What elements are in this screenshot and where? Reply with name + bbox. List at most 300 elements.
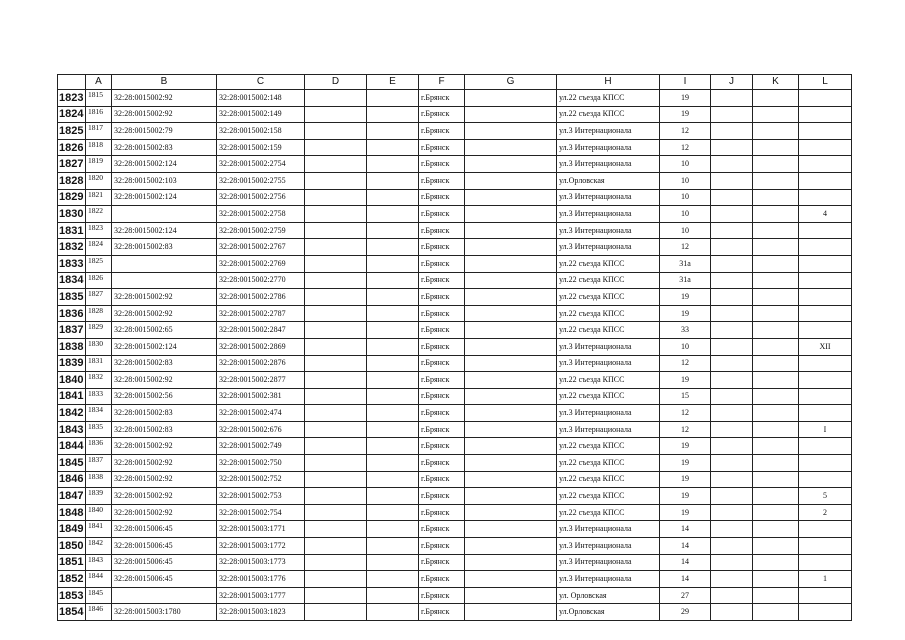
cell-d[interactable] xyxy=(305,322,367,339)
cell-i[interactable]: 19 xyxy=(660,504,711,521)
cell-h[interactable]: ул.3 Интернационала xyxy=(557,206,660,223)
cell-d[interactable] xyxy=(305,587,367,604)
cell-k[interactable] xyxy=(753,305,799,322)
cell-g[interactable] xyxy=(465,372,557,389)
cell-c[interactable]: 32:28:0015002:2756 xyxy=(217,189,305,206)
cell-h[interactable]: ул.3 Интернационала xyxy=(557,123,660,140)
cell-h[interactable]: ул.22 съезда КПСС xyxy=(557,255,660,272)
cell-k[interactable] xyxy=(753,106,799,123)
cell-l[interactable] xyxy=(799,405,852,422)
cell-c[interactable]: 32:28:0015003:1772 xyxy=(217,538,305,555)
cell-d[interactable] xyxy=(305,571,367,588)
cell-d[interactable] xyxy=(305,123,367,140)
cell-h[interactable]: ул.3 Интернационала xyxy=(557,139,660,156)
cell-e[interactable] xyxy=(367,189,419,206)
cell-i[interactable]: 10 xyxy=(660,156,711,173)
cell-e[interactable] xyxy=(367,471,419,488)
row-number-cell[interactable]: 1840 xyxy=(58,372,86,389)
cell-l[interactable] xyxy=(799,455,852,472)
cell-f[interactable]: г.Брянск xyxy=(419,388,465,405)
cell-l[interactable] xyxy=(799,388,852,405)
cell-k[interactable] xyxy=(753,239,799,256)
cell-e[interactable] xyxy=(367,106,419,123)
cell-a[interactable]: 1820 xyxy=(86,172,112,189)
cell-j[interactable] xyxy=(711,139,753,156)
cell-k[interactable] xyxy=(753,421,799,438)
cell-l[interactable] xyxy=(799,289,852,306)
cell-a[interactable]: 1824 xyxy=(86,239,112,256)
cell-k[interactable] xyxy=(753,156,799,173)
cell-k[interactable] xyxy=(753,538,799,555)
cell-c[interactable]: 32:28:0015002:2767 xyxy=(217,239,305,256)
cell-g[interactable] xyxy=(465,571,557,588)
cell-j[interactable] xyxy=(711,222,753,239)
cell-e[interactable] xyxy=(367,322,419,339)
cell-a[interactable]: 1833 xyxy=(86,388,112,405)
cell-k[interactable] xyxy=(753,289,799,306)
cell-l[interactable] xyxy=(799,438,852,455)
cell-d[interactable] xyxy=(305,222,367,239)
row-number-cell[interactable]: 1829 xyxy=(58,189,86,206)
cell-f[interactable]: г.Брянск xyxy=(419,106,465,123)
cell-f[interactable]: г.Брянск xyxy=(419,255,465,272)
row-number-cell[interactable]: 1827 xyxy=(58,156,86,173)
cell-g[interactable] xyxy=(465,355,557,372)
cell-d[interactable] xyxy=(305,471,367,488)
cell-a[interactable]: 1817 xyxy=(86,123,112,140)
cell-d[interactable] xyxy=(305,421,367,438)
cell-l[interactable] xyxy=(799,123,852,140)
cell-a[interactable]: 1839 xyxy=(86,488,112,505)
cell-l[interactable]: 1 xyxy=(799,571,852,588)
cell-h[interactable]: ул.Орловская xyxy=(557,604,660,621)
column-header-b[interactable]: B xyxy=(112,75,217,90)
cell-c[interactable]: 32:28:0015002:2758 xyxy=(217,206,305,223)
cell-f[interactable]: г.Брянск xyxy=(419,206,465,223)
cell-l[interactable] xyxy=(799,156,852,173)
cell-a[interactable]: 1843 xyxy=(86,554,112,571)
cell-a[interactable]: 1830 xyxy=(86,338,112,355)
cell-l[interactable] xyxy=(799,239,852,256)
cell-f[interactable]: г.Брянск xyxy=(419,421,465,438)
cell-j[interactable] xyxy=(711,538,753,555)
cell-j[interactable] xyxy=(711,338,753,355)
cell-b[interactable]: 32:28:0015002:92 xyxy=(112,471,217,488)
cell-i[interactable]: 31а xyxy=(660,255,711,272)
cell-f[interactable]: г.Брянск xyxy=(419,156,465,173)
cell-f[interactable]: г.Брянск xyxy=(419,438,465,455)
cell-a[interactable]: 1844 xyxy=(86,571,112,588)
cell-e[interactable] xyxy=(367,206,419,223)
row-number-cell[interactable]: 1851 xyxy=(58,554,86,571)
cell-h[interactable]: ул.3 Интернационала xyxy=(557,156,660,173)
cell-f[interactable]: г.Брянск xyxy=(419,604,465,621)
cell-k[interactable] xyxy=(753,90,799,107)
cell-b[interactable]: 32:28:0015002:124 xyxy=(112,189,217,206)
cell-f[interactable]: г.Брянск xyxy=(419,504,465,521)
cell-b[interactable]: 32:28:0015006:45 xyxy=(112,538,217,555)
cell-i[interactable]: 19 xyxy=(660,438,711,455)
cell-l[interactable]: 5 xyxy=(799,488,852,505)
cell-e[interactable] xyxy=(367,455,419,472)
cell-l[interactable] xyxy=(799,172,852,189)
cell-g[interactable] xyxy=(465,587,557,604)
row-number-cell[interactable]: 1848 xyxy=(58,504,86,521)
cell-g[interactable] xyxy=(465,471,557,488)
cell-g[interactable] xyxy=(465,604,557,621)
cell-h[interactable]: ул.Орловская xyxy=(557,172,660,189)
cell-c[interactable]: 32:28:0015002:2869 xyxy=(217,338,305,355)
cell-h[interactable]: ул.22 съезда КПСС xyxy=(557,438,660,455)
cell-h[interactable]: ул.22 съезда КПСС xyxy=(557,372,660,389)
cell-c[interactable]: 32:28:0015002:2754 xyxy=(217,156,305,173)
cell-e[interactable] xyxy=(367,488,419,505)
cell-d[interactable] xyxy=(305,272,367,289)
cell-e[interactable] xyxy=(367,123,419,140)
cell-h[interactable]: ул. Орловская xyxy=(557,587,660,604)
cell-i[interactable]: 19 xyxy=(660,289,711,306)
cell-e[interactable] xyxy=(367,305,419,322)
cell-l[interactable] xyxy=(799,255,852,272)
row-number-cell[interactable]: 1828 xyxy=(58,172,86,189)
cell-e[interactable] xyxy=(367,139,419,156)
cell-c[interactable]: 32:28:0015002:381 xyxy=(217,388,305,405)
cell-c[interactable]: 32:28:0015003:1777 xyxy=(217,587,305,604)
cell-j[interactable] xyxy=(711,571,753,588)
cell-h[interactable]: ул.22 съезда КПСС xyxy=(557,272,660,289)
cell-d[interactable] xyxy=(305,604,367,621)
cell-l[interactable] xyxy=(799,554,852,571)
cell-f[interactable]: г.Брянск xyxy=(419,488,465,505)
row-number-cell[interactable]: 1847 xyxy=(58,488,86,505)
cell-a[interactable]: 1836 xyxy=(86,438,112,455)
cell-c[interactable]: 32:28:0015002:2759 xyxy=(217,222,305,239)
cell-j[interactable] xyxy=(711,206,753,223)
cell-e[interactable] xyxy=(367,255,419,272)
cell-i[interactable]: 14 xyxy=(660,571,711,588)
cell-i[interactable]: 12 xyxy=(660,421,711,438)
cell-l[interactable] xyxy=(799,189,852,206)
cell-h[interactable]: ул.22 съезда КПСС xyxy=(557,471,660,488)
cell-i[interactable]: 12 xyxy=(660,139,711,156)
cell-i[interactable]: 19 xyxy=(660,106,711,123)
cell-i[interactable]: 19 xyxy=(660,90,711,107)
cell-i[interactable]: 10 xyxy=(660,222,711,239)
cell-l[interactable] xyxy=(799,139,852,156)
cell-g[interactable] xyxy=(465,405,557,422)
cell-i[interactable]: 10 xyxy=(660,206,711,223)
cell-i[interactable]: 19 xyxy=(660,455,711,472)
cell-c[interactable]: 32:28:0015002:158 xyxy=(217,123,305,140)
cell-b[interactable]: 32:28:0015002:92 xyxy=(112,488,217,505)
cell-b[interactable]: 32:28:0015002:83 xyxy=(112,421,217,438)
cell-j[interactable] xyxy=(711,421,753,438)
cell-g[interactable] xyxy=(465,206,557,223)
cell-f[interactable]: г.Брянск xyxy=(419,521,465,538)
cell-c[interactable]: 32:28:0015003:1776 xyxy=(217,571,305,588)
cell-d[interactable] xyxy=(305,405,367,422)
cell-b[interactable]: 32:28:0015002:92 xyxy=(112,305,217,322)
cell-d[interactable] xyxy=(305,289,367,306)
cell-d[interactable] xyxy=(305,488,367,505)
cell-f[interactable]: г.Брянск xyxy=(419,322,465,339)
cell-a[interactable]: 1842 xyxy=(86,538,112,555)
cell-a[interactable]: 1838 xyxy=(86,471,112,488)
cell-f[interactable]: г.Брянск xyxy=(419,355,465,372)
cell-c[interactable]: 32:28:0015002:148 xyxy=(217,90,305,107)
cell-g[interactable] xyxy=(465,305,557,322)
cell-b[interactable]: 32:28:0015002:83 xyxy=(112,139,217,156)
cell-l[interactable]: XII xyxy=(799,338,852,355)
cell-j[interactable] xyxy=(711,322,753,339)
cell-j[interactable] xyxy=(711,305,753,322)
cell-b[interactable]: 32:28:0015002:124 xyxy=(112,222,217,239)
cell-h[interactable]: ул.3 Интернационала xyxy=(557,222,660,239)
cell-k[interactable] xyxy=(753,322,799,339)
cell-h[interactable]: ул.3 Интернационала xyxy=(557,239,660,256)
cell-l[interactable] xyxy=(799,372,852,389)
cell-c[interactable]: 32:28:0015003:1823 xyxy=(217,604,305,621)
cell-e[interactable] xyxy=(367,538,419,555)
cell-d[interactable] xyxy=(305,455,367,472)
row-number-cell[interactable]: 1836 xyxy=(58,305,86,322)
cell-k[interactable] xyxy=(753,388,799,405)
cell-g[interactable] xyxy=(465,521,557,538)
row-number-cell[interactable]: 1841 xyxy=(58,388,86,405)
cell-k[interactable] xyxy=(753,123,799,140)
cell-g[interactable] xyxy=(465,222,557,239)
cell-c[interactable]: 32:28:0015002:2755 xyxy=(217,172,305,189)
cell-f[interactable]: г.Брянск xyxy=(419,538,465,555)
cell-i[interactable]: 12 xyxy=(660,405,711,422)
cell-e[interactable] xyxy=(367,355,419,372)
cell-g[interactable] xyxy=(465,90,557,107)
cell-a[interactable]: 1826 xyxy=(86,272,112,289)
cell-a[interactable]: 1828 xyxy=(86,305,112,322)
cell-f[interactable]: г.Брянск xyxy=(419,139,465,156)
cell-j[interactable] xyxy=(711,90,753,107)
cell-a[interactable]: 1827 xyxy=(86,289,112,306)
cell-l[interactable] xyxy=(799,322,852,339)
cell-c[interactable]: 32:28:0015002:2847 xyxy=(217,322,305,339)
cell-b[interactable]: 32:28:0015002:92 xyxy=(112,106,217,123)
cell-a[interactable]: 1841 xyxy=(86,521,112,538)
cell-a[interactable]: 1825 xyxy=(86,255,112,272)
cell-j[interactable] xyxy=(711,123,753,140)
cell-g[interactable] xyxy=(465,438,557,455)
row-number-cell[interactable]: 1854 xyxy=(58,604,86,621)
row-number-cell[interactable]: 1831 xyxy=(58,222,86,239)
cell-e[interactable] xyxy=(367,571,419,588)
cell-c[interactable]: 32:28:0015002:159 xyxy=(217,139,305,156)
cell-d[interactable] xyxy=(305,206,367,223)
row-number-cell[interactable]: 1826 xyxy=(58,139,86,156)
row-number-cell[interactable]: 1837 xyxy=(58,322,86,339)
cell-l[interactable] xyxy=(799,90,852,107)
cell-i[interactable]: 33 xyxy=(660,322,711,339)
cell-i[interactable]: 10 xyxy=(660,189,711,206)
cell-j[interactable] xyxy=(711,255,753,272)
row-number-cell[interactable]: 1830 xyxy=(58,206,86,223)
cell-d[interactable] xyxy=(305,156,367,173)
cell-l[interactable] xyxy=(799,521,852,538)
cell-j[interactable] xyxy=(711,455,753,472)
cell-c[interactable]: 32:28:0015002:752 xyxy=(217,471,305,488)
cell-b[interactable] xyxy=(112,206,217,223)
cell-b[interactable]: 32:28:0015002:124 xyxy=(112,338,217,355)
row-number-cell[interactable]: 1834 xyxy=(58,272,86,289)
cell-b[interactable]: 32:28:0015002:83 xyxy=(112,239,217,256)
cell-f[interactable]: г.Брянск xyxy=(419,405,465,422)
cell-f[interactable]: г.Брянск xyxy=(419,222,465,239)
cell-e[interactable] xyxy=(367,289,419,306)
cell-d[interactable] xyxy=(305,338,367,355)
cell-k[interactable] xyxy=(753,189,799,206)
cell-i[interactable]: 19 xyxy=(660,305,711,322)
cell-b[interactable]: 32:28:0015002:56 xyxy=(112,388,217,405)
cell-j[interactable] xyxy=(711,289,753,306)
cell-c[interactable]: 32:28:0015002:2786 xyxy=(217,289,305,306)
cell-e[interactable] xyxy=(367,388,419,405)
cell-f[interactable]: г.Брянск xyxy=(419,471,465,488)
cell-f[interactable]: г.Брянск xyxy=(419,239,465,256)
row-number-cell[interactable]: 1846 xyxy=(58,471,86,488)
cell-i[interactable]: 14 xyxy=(660,521,711,538)
cell-f[interactable]: г.Брянск xyxy=(419,189,465,206)
cell-k[interactable] xyxy=(753,338,799,355)
cell-h[interactable]: ул.3 Интернационала xyxy=(557,405,660,422)
cell-g[interactable] xyxy=(465,106,557,123)
cell-d[interactable] xyxy=(305,189,367,206)
cell-d[interactable] xyxy=(305,305,367,322)
cell-b[interactable]: 32:28:0015006:45 xyxy=(112,521,217,538)
cell-e[interactable] xyxy=(367,504,419,521)
cell-k[interactable] xyxy=(753,554,799,571)
cell-b[interactable]: 32:28:0015002:65 xyxy=(112,322,217,339)
cell-j[interactable] xyxy=(711,156,753,173)
cell-d[interactable] xyxy=(305,106,367,123)
cell-j[interactable] xyxy=(711,554,753,571)
column-header-e[interactable]: E xyxy=(367,75,419,90)
cell-h[interactable]: ул.22 съезда КПСС xyxy=(557,488,660,505)
cell-k[interactable] xyxy=(753,139,799,156)
cell-h[interactable]: ул.3 Интернационала xyxy=(557,538,660,555)
cell-e[interactable] xyxy=(367,222,419,239)
cell-b[interactable]: 32:28:0015002:92 xyxy=(112,504,217,521)
cell-h[interactable]: ул.3 Интернационала xyxy=(557,355,660,372)
cell-j[interactable] xyxy=(711,189,753,206)
cell-a[interactable]: 1831 xyxy=(86,355,112,372)
cell-j[interactable] xyxy=(711,405,753,422)
cell-g[interactable] xyxy=(465,388,557,405)
column-header-a[interactable]: A xyxy=(86,75,112,90)
cell-e[interactable] xyxy=(367,554,419,571)
cell-e[interactable] xyxy=(367,156,419,173)
cell-d[interactable] xyxy=(305,538,367,555)
cell-k[interactable] xyxy=(753,521,799,538)
cell-f[interactable]: г.Брянск xyxy=(419,289,465,306)
cell-j[interactable] xyxy=(711,504,753,521)
cell-e[interactable] xyxy=(367,587,419,604)
cell-c[interactable]: 32:28:0015002:754 xyxy=(217,504,305,521)
cell-l[interactable]: 4 xyxy=(799,206,852,223)
cell-l[interactable] xyxy=(799,587,852,604)
row-number-cell[interactable]: 1838 xyxy=(58,338,86,355)
cell-c[interactable]: 32:28:0015002:2876 xyxy=(217,355,305,372)
cell-h[interactable]: ул.22 съезда КПСС xyxy=(557,289,660,306)
cell-d[interactable] xyxy=(305,372,367,389)
cell-k[interactable] xyxy=(753,222,799,239)
column-header-d[interactable]: D xyxy=(305,75,367,90)
cell-b[interactable]: 32:28:0015002:79 xyxy=(112,123,217,140)
cell-k[interactable] xyxy=(753,455,799,472)
column-header-g[interactable]: G xyxy=(465,75,557,90)
row-number-cell[interactable]: 1852 xyxy=(58,571,86,588)
cell-f[interactable]: г.Брянск xyxy=(419,372,465,389)
cell-g[interactable] xyxy=(465,255,557,272)
cell-l[interactable] xyxy=(799,355,852,372)
cell-g[interactable] xyxy=(465,139,557,156)
cell-c[interactable]: 32:28:0015002:676 xyxy=(217,421,305,438)
cell-b[interactable]: 32:28:0015002:92 xyxy=(112,289,217,306)
cell-f[interactable]: г.Брянск xyxy=(419,554,465,571)
cell-f[interactable]: г.Брянск xyxy=(419,587,465,604)
row-number-cell[interactable]: 1850 xyxy=(58,538,86,555)
row-number-cell[interactable]: 1839 xyxy=(58,355,86,372)
cell-g[interactable] xyxy=(465,123,557,140)
cell-b[interactable]: 32:28:0015006:45 xyxy=(112,554,217,571)
cell-f[interactable]: г.Брянск xyxy=(419,123,465,140)
cell-g[interactable] xyxy=(465,156,557,173)
row-number-cell[interactable]: 1832 xyxy=(58,239,86,256)
cell-k[interactable] xyxy=(753,372,799,389)
cell-f[interactable]: г.Брянск xyxy=(419,172,465,189)
cell-i[interactable]: 15 xyxy=(660,388,711,405)
cell-e[interactable] xyxy=(367,521,419,538)
cell-e[interactable] xyxy=(367,272,419,289)
cell-l[interactable] xyxy=(799,272,852,289)
cell-j[interactable] xyxy=(711,438,753,455)
cell-h[interactable]: ул.22 съезда КПСС xyxy=(557,455,660,472)
cell-j[interactable] xyxy=(711,471,753,488)
cell-b[interactable]: 32:28:0015002:92 xyxy=(112,90,217,107)
cell-k[interactable] xyxy=(753,488,799,505)
cell-a[interactable]: 1835 xyxy=(86,421,112,438)
cell-e[interactable] xyxy=(367,438,419,455)
cell-g[interactable] xyxy=(465,172,557,189)
cell-b[interactable]: 32:28:0015002:124 xyxy=(112,156,217,173)
cell-g[interactable] xyxy=(465,289,557,306)
cell-d[interactable] xyxy=(305,255,367,272)
column-header-c[interactable]: C xyxy=(217,75,305,90)
cell-i[interactable]: 12 xyxy=(660,239,711,256)
cell-d[interactable] xyxy=(305,172,367,189)
cell-b[interactable]: 32:28:0015002:103 xyxy=(112,172,217,189)
cell-j[interactable] xyxy=(711,272,753,289)
cell-b[interactable]: 32:28:0015006:45 xyxy=(112,571,217,588)
row-number-cell[interactable]: 1824 xyxy=(58,106,86,123)
cell-a[interactable]: 1829 xyxy=(86,322,112,339)
cell-a[interactable]: 1832 xyxy=(86,372,112,389)
cell-a[interactable]: 1815 xyxy=(86,90,112,107)
cell-a[interactable]: 1837 xyxy=(86,455,112,472)
cell-k[interactable] xyxy=(753,587,799,604)
column-header-i[interactable]: I xyxy=(660,75,711,90)
cell-g[interactable] xyxy=(465,189,557,206)
cell-i[interactable]: 10 xyxy=(660,338,711,355)
cell-j[interactable] xyxy=(711,604,753,621)
cell-g[interactable] xyxy=(465,272,557,289)
